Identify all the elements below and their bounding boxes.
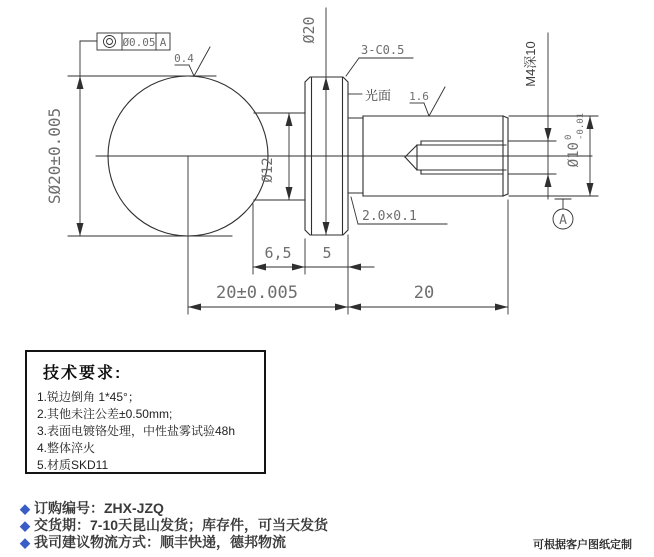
tech-requirement-item: 5.材质SKD11 [37, 458, 109, 472]
shaft-diameter-label [564, 113, 586, 167]
diamond-bullet-icon: ◆ [20, 535, 30, 550]
datum-a-label: A [559, 213, 567, 228]
order-info [20, 500, 328, 551]
shaft-diameter-main: Ø10 [566, 142, 582, 168]
shaft-diameter-lower-tol: -0.01 [576, 112, 586, 140]
diamond-bullet-icon: ◆ [20, 518, 30, 533]
roughness-shaft-label: 1.6 [409, 90, 429, 103]
chamfer-callout-label: 3-C0.5 [361, 43, 405, 57]
logistics-line [20, 534, 328, 551]
shaft-length-label: 20 [413, 283, 435, 303]
dimension-arrows [77, 76, 594, 311]
tech-requirements-box [25, 350, 266, 474]
neck-diameter-label: Ø12 [260, 157, 276, 183]
ball-center-length-label: 20±0.005 [216, 283, 298, 303]
fcf-datum-label: A [159, 36, 167, 49]
flange-od-label: Ø20 [300, 16, 318, 44]
tech-requirement-item: 1.锐边倒角 1*45°； [37, 390, 140, 404]
flange-length-label: 5 [322, 244, 332, 262]
shaft-diameter-upper-tol: 0 [564, 134, 574, 140]
logistics-text: 我司建议物流方式：顺丰快递，德邦物流 [34, 534, 286, 550]
tech-requirement-item: 4.整体淬火 [37, 441, 96, 455]
neck-length-label: 6,5 [264, 244, 292, 262]
delivery-time-text: 交货期：7-10天昆山发货；库存件，可当天发货 [34, 517, 329, 533]
order-number-text: 订购编号：ZHX-JZQ [34, 500, 164, 516]
thread-callout-label: M4深10 [523, 41, 538, 87]
sphere-diameter-label: SØ20±0.005 [45, 107, 64, 205]
dimension-lines [68, 8, 598, 314]
tech-requirement-item: 2.其他未注公差±0.50mm; [37, 407, 173, 421]
groove-callout-label: 2.0×0.1 [362, 209, 417, 224]
fcf-tolerance-label: Ø0.05 [122, 36, 156, 49]
thread-hole [405, 141, 506, 174]
roughness-ball-label: 0.4 [174, 52, 194, 65]
diamond-bullet-icon: ◆ [20, 501, 30, 516]
smooth-face-label: 光面 [365, 88, 392, 103]
customization-note: 可根据客户图纸定制 [533, 539, 632, 551]
tech-requirement-item: 3.表面电镀铬处理，中性盐雾试验48h [37, 424, 236, 438]
roughness-icon [175, 47, 445, 116]
concentricity-icon [104, 36, 116, 48]
delivery-time-line [20, 517, 328, 534]
order-number-line [20, 500, 328, 517]
tech-requirements-title: 技术要求: [43, 365, 123, 382]
